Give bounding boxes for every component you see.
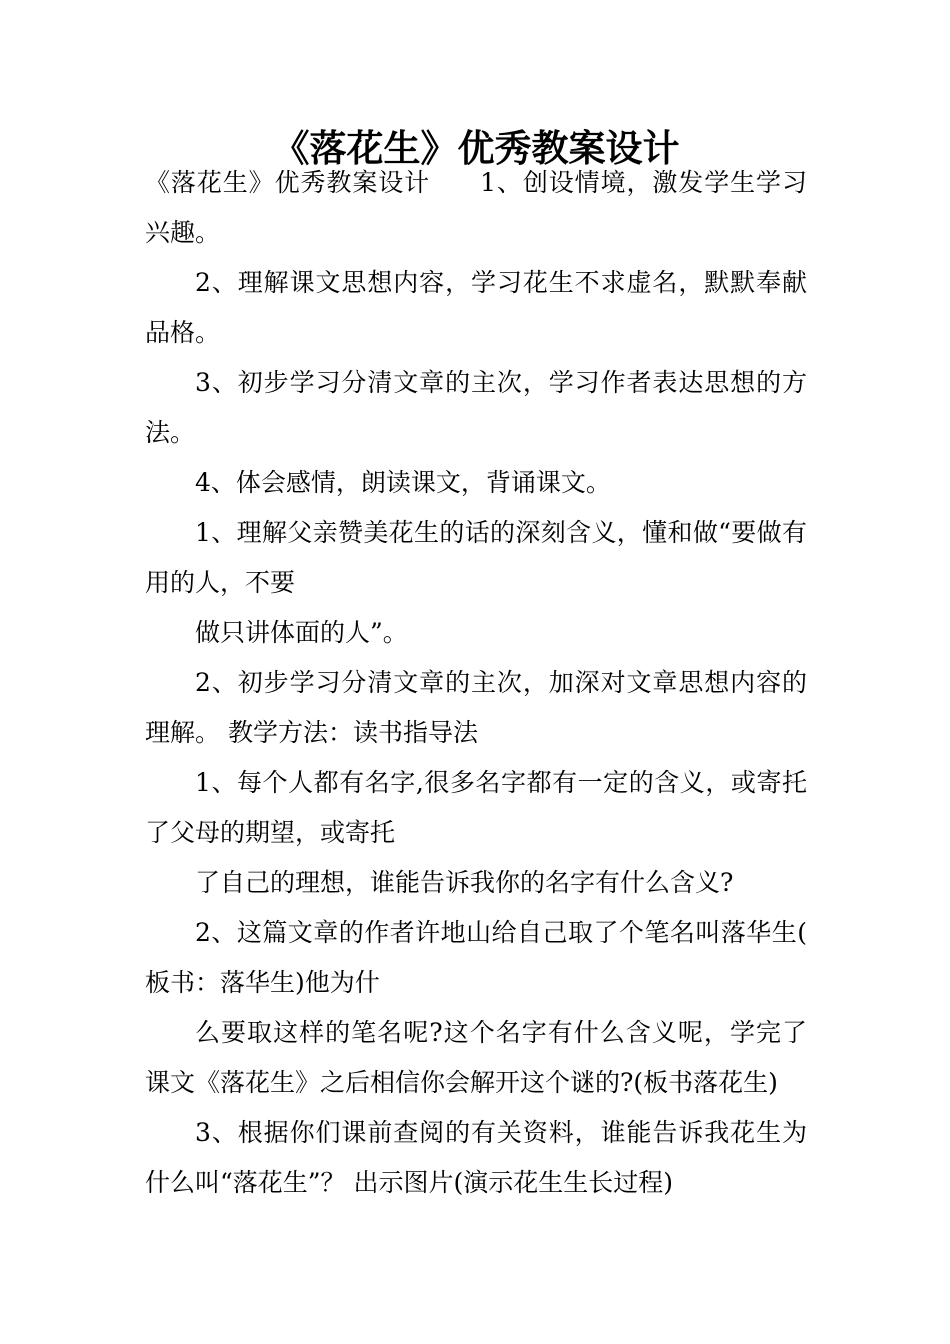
step-2: 2、这篇文章的作者许地山给自己取了个笔名叫落华生(板书：落华生)他为什	[145, 918, 807, 997]
step-2-cont: 么要取这样的笔名呢?这个名字有什么含义呢，学完了课文《落花生》之后相信你会解开这个谜的?(板书落花生)	[145, 1018, 807, 1097]
key-point-1: 1、理解父亲赞美花生的话的深刻含义，懂和做“要做有用的人，不要	[145, 518, 807, 597]
step-1-cont: 了自己的理想，谁能告诉我你的名字有什么含义?	[195, 868, 734, 897]
objective-1: 1、创设情境，激发学生学习兴趣。	[145, 168, 807, 247]
intro-heading: 《落花生》优秀教案设计	[145, 168, 431, 197]
document-title: 《落花生》优秀教案设计	[272, 125, 680, 170]
document-body	[145, 158, 807, 1208]
key-point-2: 2、初步学习分清文章的主次，加深对文章思想内容的理解。 教学方法：读书指导法	[145, 668, 807, 747]
key-point-1-cont: 做只讲体面的人”。	[195, 618, 408, 647]
objective-2: 2、理解课文思想内容，学习花生不求虚名，默默奉献品格。	[145, 268, 807, 347]
objective-4: 4、体会感情，朗读课文，背诵课文。	[195, 468, 611, 497]
paragraph-intro	[145, 158, 807, 258]
step-1: 1、每个人都有名字,很多名字都有一定的含义，或寄托了父母的期望，或寄托	[145, 768, 807, 847]
objective-3: 3、初步学习分清文章的主次，学习作者表达思想的方法。	[145, 368, 807, 447]
step-3: 3、根据你们课前查阅的有关资料，谁能告诉我花生为什么叫“落花生”？ 出示图片(演示花生生长过程)	[145, 1118, 807, 1197]
